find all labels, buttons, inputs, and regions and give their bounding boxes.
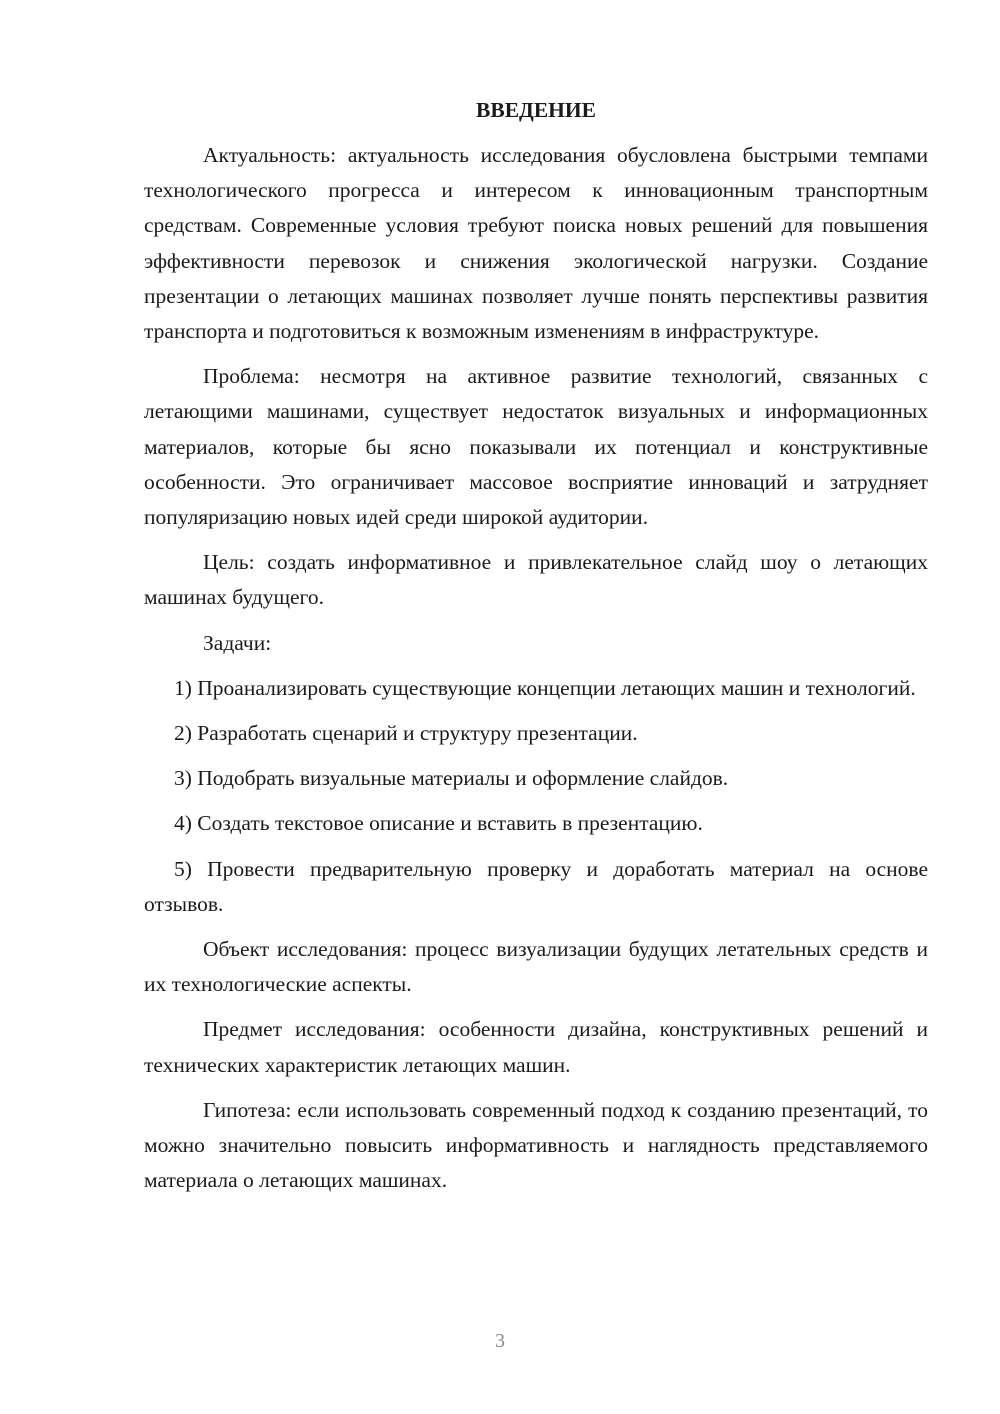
page-title: ВВЕДЕНИЕ xyxy=(476,98,596,122)
paragraph-hypothesis: Гипотеза: если использовать современный подход к созданию презентаций, то можно значительно повысить информативность и наглядность представляемого материала о летающих машинах. xyxy=(144,1097,928,1193)
paragraph-goal: Цель: создать информативное и привлекательное слайд шоу о летающих машинах будущего. xyxy=(144,550,928,610)
task-item-4: 4) Создать текстовое описание и вставить в презентацию. xyxy=(174,811,703,836)
page-number: 3 xyxy=(495,1330,505,1352)
task-item-5: 5) Провести предварительную проверку и доработать материал на основе отзывов. xyxy=(144,856,928,916)
paragraph-subject: Предмет исследования: особенности дизайна, конструктивных решений и технических характеристик летающих машин. xyxy=(144,1017,928,1077)
task-item-3: 3) Подобрать визуальные материалы и оформление слайдов. xyxy=(174,766,729,791)
paragraph-object: Объект исследования: процесс визуализации будущих летательных средств и их технологические аспекты. xyxy=(144,937,928,997)
paragraph-relevance: Актуальность: актуальность исследования обусловлена быстрыми темпами технологического прогресса и интересом к инновационным транспортным средствам. Современные условия требуют поиска новых решений для повышения эффективности перевозок и снижения экологической нагрузки. Создание презентации о летающих машинах позволяет лучше понять перспективы развития транспорта и подготовиться к возможным изменениям в инфраструктуре. xyxy=(144,143,928,344)
task-item-2: 2) Разработать сценарий и структуру презентации. xyxy=(174,721,638,746)
task-item-1: 1) Проанализировать существующие концепции летающих машин и технологий. xyxy=(174,675,916,700)
paragraph-problem: Проблема: несмотря на активное развитие технологий, связанных с летающими машинами, существует недостаток визуальных и информационных материалов, которые бы ясно показывали их потенциал и конструктивные особенности. Это ограничивает массовое восприятие инноваций и затрудняет популяризацию новых идей среди широкой аудитории. xyxy=(144,364,928,530)
document-page xyxy=(144,92,928,1208)
tasks-heading: Задачи: xyxy=(203,630,272,655)
